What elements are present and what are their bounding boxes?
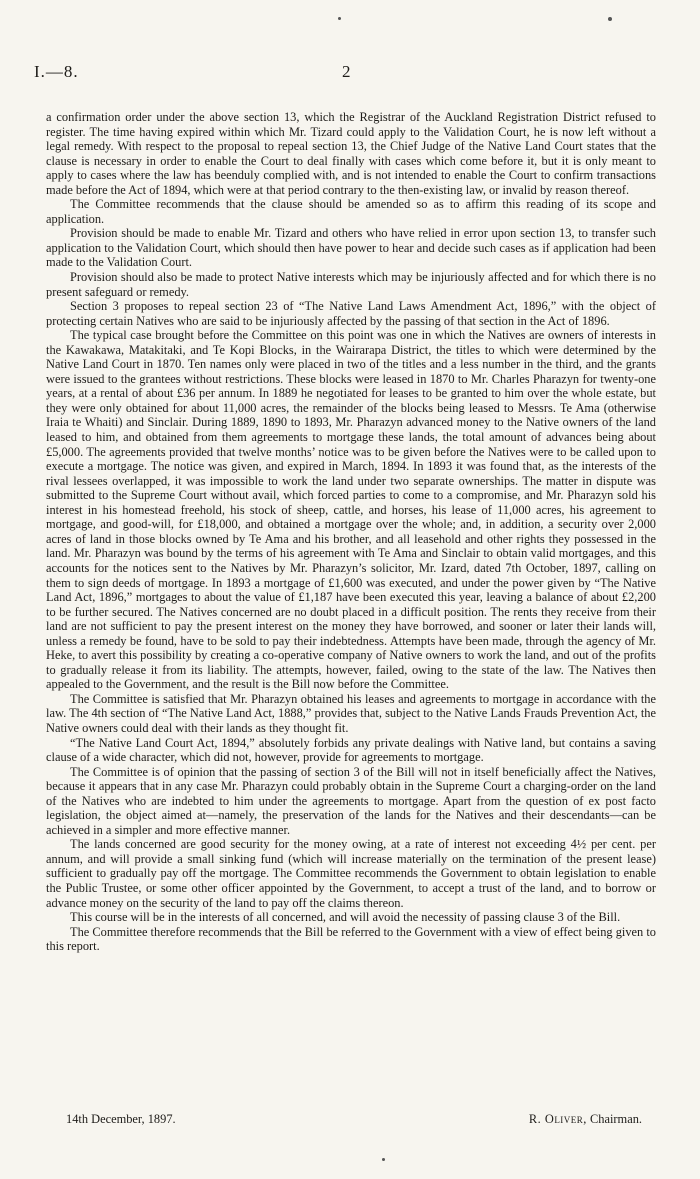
paragraph-recommendation: The Committee therefore recommends that the Bill be referred to the Government with a view of effect being given to this report. (46, 924, 656, 954)
page-header (34, 62, 666, 92)
paragraph-native-interests: Provision should also be made to protect Native interests which may be injuriously affected and for which there is no present safeguard or remedy. (46, 270, 656, 299)
paragraph-continued: a confirmation order under the above section 13, which the Registrar of the Auckland Registration District refused to register. The time having expired within which Mr. Tizard could apply to the Validation Court, he is now left without a legal remedy. With respect to the proposal to repeal section 13, the Chief Judge of the Native Land Court states that the clause is necessary in order to enable the Court to deal finally with cases which come before it, but it is only meant to apply to cases where the law has beenduly complied with, and is not intended to enable the Court to confirm transactions made before the Act of 1894, which were at that period contrary to the then-existing law, or invalid by reason thereof. (46, 110, 656, 197)
paragraph-section-3: Section 3 proposes to repeal section 23 of “The Native Land Laws Amendment Act, 1896,” with the object of protecting certain Natives who are said to be injuriously affected by the passing of that section in the Act of 1896. (46, 299, 656, 328)
paragraph-committee-satisfied: The Committee is satisfied that Mr. Pharazyn obtained his leases and agreements to mortgage in accordance with the law. The 4th section of “The Native Land Act, 1888,” provides that, subject to the Native Lands Frauds Prevention Act, the Native owners could deal with their lands as they thought fit. (46, 691, 656, 735)
report-date: 14th December, 1897. (66, 1112, 176, 1126)
signature-row (46, 1112, 656, 1132)
print-speck (382, 1158, 385, 1161)
paragraph-clause-amendment: The Committee recommends that the clause should be amended so as to affirm this reading of its scope and application. (46, 197, 656, 226)
paragraph-course: This course will be in the interests of all concerned, and will avoid the necessity of passing clause 3 of the Bill. (70, 910, 621, 925)
paragraph-committee-opinion: The Committee is of opinion that the passing of section 3 of the Bill will not in itself beneficially affect the Natives, because it appears that in any case Mr. Pharazyn could probably obtain in the Supreme Court a charging-order on the land of the Natives who are indebted to him under the agreements to mortgage. Apart from the question of ex post facto legislation, the object aimed at—namely, the preservation of the lands for the Natives and their descendants—can be achieved in a simpler and more effective manner. (46, 764, 656, 837)
print-speck (338, 17, 341, 20)
paragraph-typical-case: The typical case brought before the Committee on this point was one in which the Natives are owners of interests in the Kawakawa, Matakitaki, and Te Kopi Blocks, in the Wairarapa District, the titles to which were determined by the Native Land Court in 1870. Ten names only were placed in two of the titles and a less number in the third, and the grants were issued to the grantees without restrictions. These blocks were leased in 1870 to Mr. Charles Pharazyn for twenty-one years, at a rental of about £36 per annum. In 1889 he negotiated for leases to be granted to him over the whole estate, but they were only obtained for about 11,000 acres, the remainder of the blocks being leased to Messrs. Te Ama (otherwise Iraia te Whaiti) and Sinclair. During 1889, 1890 to 1893, Mr. Pharazyn advanced money to the Native owners of the land leased to him, and obtained from them agreements to mortgage these lands, the total amount of advances being about £5,000. The agreements provided that twelve months’ notice was to be given before the Natives were to be called upon to execute a mortgage. The notice was given, and expired in March, 1894. In 1893 it was found that, as the interests of the rival lessees overlapped, it was impossible to work the land under two separate ownerships. The matter in dispute was submitted to the Supreme Court without avail, which forced parties to come to a compromise, and Mr. Pharazyn sold his interest in his homestead freehold, his stock of sheep, cattle, and horses, his lease of 11,000 acres, his agreement to mortgage, and good-will, for £18,000, and obtained a mortgage over the whole; and, in addition, a security over 2,000 acres of land in those blocks owned by Te Ama and his brother, and all leasehold and other rights they possessed in the land. Mr. Pharazyn was bound by the terms of his agreement with Te Ama and Sinclair to obtain valid mortgages, and this accounts for the notices sent to the Natives by Mr. Pharazyn’s solicitor, Mr. Izard, dated 7th October, 1897, calling on them to sign deeds of mortgage. In 1893 a mortgage of £1,600 was executed, and under the power given by “The Native Land Act, 1896,” mortgages to about the value of £1,187 have been executed this year, leaving a balance of about £2,200 to be further secured. The Natives concerned are no doubt placed in a difficult position. The rents they receive from their land are not sufficient to pay the present interest on the money they have borrowed, and sooner or later their lands will, unless a remedy be found, have to be sold to pay their indebtedness. Attempts have been made, through the agency of Mr. Heke, to avert this possibility by creating a co-operative company of Native owners to work the land, and out of the profits to gradually release it from its liability. The attempts, however, failed, owing to the state of the law. The Natives then appealed to the Government, and the result is the Bill now before the Committee. (46, 328, 656, 692)
paragraph-land-court-act: “The Native Land Court Act, 1894,” absolutely forbids any private dealings with Native land, but contains a saving clause of a wide character, which did not, however, provide for agreements to mortgage. (46, 735, 656, 765)
document-reference: I.—8. (34, 62, 79, 81)
report-body (46, 110, 656, 954)
signatory-title: Chairman. (590, 1112, 642, 1126)
page-number: 2 (342, 62, 351, 81)
signatory-name: R. Oliver, (528, 1112, 587, 1126)
signature (529, 1112, 642, 1127)
print-speck (608, 17, 612, 21)
paragraph-lands-security: The lands concerned are good security for the money owing, at a rate of interest not exceeding 4½ per cent. per annum, and will provide a small sinking fund (which will increase materially on the termination of the present lease) sufficient to gradually pay off the mortgage. The Committee recommends the Government to obtain legislation to enable the Public Trustee, or some other officer appointed by the Government, to accept a trust of the land, and to borrow or advance money on the security of the land to pay off the claims thereon. (46, 837, 656, 910)
paragraph-tizard-provision: Provision should be made to enable Mr. Tizard and others who have relied in error upon section 13, to transfer such application to the Validation Court, which should then have power to hear and decide such cases as if application had been made to the Validation Court. (46, 226, 656, 270)
